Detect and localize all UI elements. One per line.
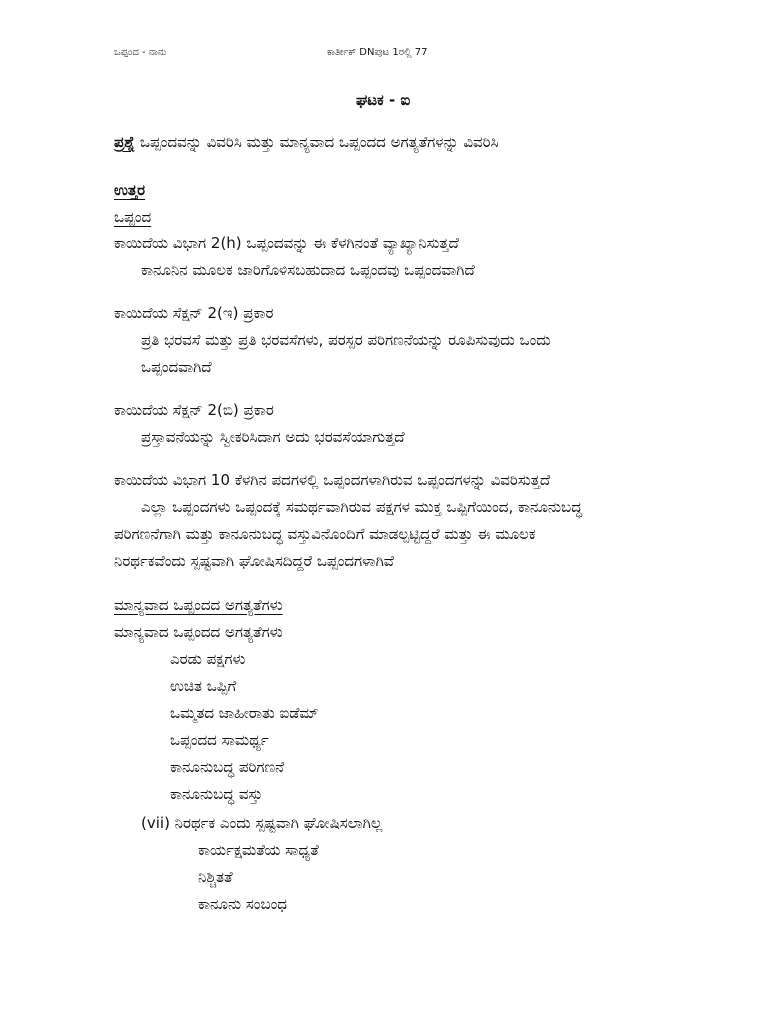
para1-line2: ಕಾನೂನಿನ ಮೂಲಕ ಜಾರಿಗೊಳಿಸಬಹುದಾದ ಒಪ್ಪಂದವು ಒಪ್ಪಂದವಾಗಿದೆ (141, 261, 475, 279)
question-label: ಪ್ರಶ್ನೆ (114, 133, 136, 151)
header-left: ಒಪ್ಪಂದ - ನಾನು (114, 47, 167, 58)
para1-line1: ಕಾಯಿದೆಯ ವಿಭಾಗ 2(h) ಒಪ್ಪಂದವನ್ನು ಈ ಕೆಳಗಿನಂತೆ ವ್ಯಾಖ್ಯಾನಿಸುತ್ತದೆ (114, 234, 459, 252)
para4-line1: ಕಾಯಿದೆಯ ವಿಭಾಗ 10 ಕೆಳಗಿನ ಪದಗಳಲ್ಲಿ ಒಪ್ಪಂದಗಳಾಗಿರುವ ಒಪ್ಪಂದಗಳನ್ನು ವಿವರಿಸುತ್ತದೆ (114, 471, 551, 489)
essentials-heading: ಮಾನ್ಯವಾದ ಒಪ್ಪಂದದ ಅಗತ್ಯತೆಗಳು (114, 596, 283, 614)
essentials-intro: ಮಾನ್ಯವಾದ ಒಪ್ಪಂದದ ಅಗತ್ಯತೆಗಳು (114, 623, 283, 641)
sub-list-item: ಕಾರ್ಯಕ್ಷಮತೆಯ ಸಾಧ್ಯತೆ (198, 841, 319, 859)
para2-line3: ಒಪ್ಪಂದವಾಗಿದೆ (141, 358, 212, 376)
para2-line2: ಪ್ರತಿ ಭರವಸೆ ಮತ್ತು ಪ್ರತಿ ಭರವಸೆಗಳು, ಪರಸ್ಪರ ಪರಿಗಣನೆಯನ್ನು ರೂಪಿಸುವುದು ಒಂದು (141, 331, 551, 349)
para3-line2: ಪ್ರಸ್ತಾವನೆಯನ್ನು ಸ್ವೀಕರಿಸಿದಾಗ ಅದು ಭರವಸೆಯಾಗುತ್ತದೆ (141, 428, 405, 446)
para2-line1: ಕಾಯಿದೆಯ ಸೆಕ್ಷನ್ 2(ಇ) ಪ್ರಕಾರ (114, 304, 274, 322)
list-item: ಒಪ್ಪಂದದ ಸಾಮರ್ಥ್ಯ (170, 731, 269, 749)
header-center: ಕಾರ್ತೀಕ್ DNಪುಟ 1ರಲ್ಲಿ 77 (327, 47, 428, 58)
answer-heading: ಉತ್ತರ (114, 181, 146, 199)
list-item: ಕಾನೂನುಬದ್ಧ ವಸ್ತು (170, 785, 263, 803)
unit-title: ಘಟಕ - ಐ (356, 91, 411, 109)
para4-line2: ಎಲ್ಲಾ ಒಪ್ಪಂದಗಳು ಒಪ್ಪಂದಕ್ಕೆ ಸಮರ್ಥವಾಗಿರುವ ಪಕ್ಷಗಳ ಮುಕ್ತ ಒಪ್ಪಿಗೆಯಿಂದ, ಕಾನೂನುಬದ್ಧ (141, 498, 583, 516)
sub-list-item: ಕಾನೂನು ಸಂಬಂಧ (198, 895, 287, 913)
question (114, 132, 499, 152)
para3-line1: ಕಾಯಿದೆಯ ಸೆಕ್ಷನ್ 2(ಬಿ) ಪ್ರಕಾರ (114, 401, 274, 419)
para4-line4: ನಿರರ್ಥಕವೆಂದು ಸ್ಪಷ್ಟವಾಗಿ ಘೋಷಿಸದಿದ್ದರೆ ಒಪ್ಪಂದಗಳಾಗಿವೆ (114, 552, 395, 570)
list-item: ಎರಡು ಪಕ್ಷಗಳು (170, 650, 246, 668)
list-item: ಕಾನೂನುಬದ್ಧ ಪರಿಗಣನೆ (170, 758, 285, 776)
list-item: ಒಮ್ಮತದ ಜಾಹೀರಾತು ಐಡೆಮ್ (170, 704, 319, 722)
contract-heading: ಒಪ್ಪಂದ (114, 208, 152, 226)
sub-list-item: ನಿಶ್ಚಿತತೆ (198, 868, 233, 886)
list-item-vii: (vii) ನಿರರ್ಥಕ ಎಂದು ಸ್ಪಷ್ಟವಾಗಿ ಘೋಷಿಸಲಾಗಿಲ್ಲ (141, 814, 383, 832)
list-item: ಉಚಿತ ಒಪ್ಪಿಗೆ (170, 677, 237, 695)
question-text: ಒಪ್ಪಂದವನ್ನು ವಿವರಿಸಿ ಮತ್ತು ಮಾನ್ಯವಾದ ಒಪ್ಪಂದದ ಅಗತ್ಯತೆಗಳನ್ನು ವಿವರಿಸಿ (139, 133, 499, 151)
para4-line3: ಪರಿಗಣನೆಗಾಗಿ ಮತ್ತು ಕಾನೂನುಬದ್ಧ ವಸ್ತುವಿನೊಂದಿಗೆ ಮಾಡಲ್ಪಟ್ಟಿದ್ದರೆ ಮತ್ತು ಈ ಮೂಲಕ (114, 525, 536, 543)
